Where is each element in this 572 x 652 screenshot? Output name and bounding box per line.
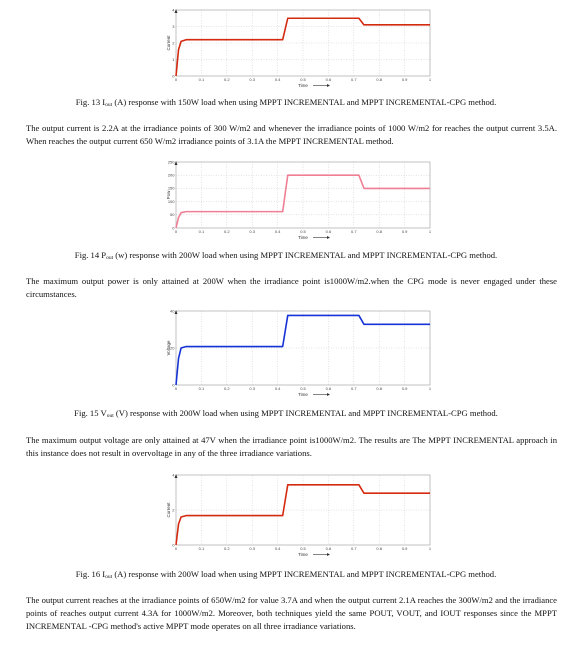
y-tick-label: 20 — [170, 345, 175, 351]
x-tick-label: 0.5 — [300, 386, 306, 391]
y-tick-label: 150 — [167, 185, 175, 191]
figure-14-plot — [166, 158, 432, 244]
figure-16-caption — [0, 569, 572, 580]
x-tick-label: 0.9 — [401, 546, 408, 551]
y-tick-label: 0 — [172, 73, 175, 79]
x-tick-label: 0.5 — [300, 77, 306, 82]
x-tick-label: 0.1 — [198, 546, 205, 551]
y-tick-label: 4 — [172, 472, 175, 478]
x-tick-label: 0.8 — [376, 77, 382, 82]
x-tick-label: 0.4 — [274, 386, 281, 391]
y-tick-label: 0 — [172, 382, 175, 388]
x-tick-label: 0.7 — [351, 386, 357, 391]
x-tick-label: 0.2 — [224, 77, 230, 82]
y-tick-label: 2 — [172, 40, 175, 46]
x-tick-label: 0.5 — [300, 546, 306, 551]
caption-prefix: Fig. 15 V — [74, 408, 107, 418]
figure-15-caption — [0, 408, 572, 419]
caption-subscript: out — [105, 574, 113, 580]
y-tick-label: 40 — [170, 308, 175, 314]
x-tick-label: 0.9 — [401, 229, 408, 234]
x-tick-label: 0.9 — [401, 386, 408, 391]
y-axis-label: Current — [166, 502, 171, 518]
x-tick-label: 0.9 — [401, 77, 408, 82]
x-tick-label: 0.6 — [325, 229, 332, 234]
x-tick-label: 1 — [428, 229, 432, 234]
x-tick-label: 0.2 — [224, 386, 230, 391]
x-tick-label: 1 — [428, 546, 432, 551]
y-tick-label: 4 — [172, 7, 175, 13]
x-tick-label: 0.3 — [249, 546, 255, 551]
figure-13-caption — [0, 97, 572, 108]
x-axis-label: Time — [298, 235, 308, 240]
y-tick-label: 50 — [170, 212, 175, 218]
x-tick-label: 0.1 — [198, 77, 205, 82]
x-tick-label: 0.2 — [224, 546, 230, 551]
x-tick-label: 0 — [174, 386, 178, 391]
x-axis-label: Time — [298, 83, 308, 88]
x-axis-arrow-head — [327, 236, 330, 239]
figure-16-paragraph: The output current reaches at the irradiance points of 650W/m2 for value 3.7A and when the output current 2.1A reaches the 300W/m2 and the irradiance points of reaches output current 4.3A for 1000W/m2. Moreover, both techniques yield the same POUT, VOUT, and IOUT responses since the MPPT INCREMENTAL -CPG method's active MPPT mode operates on all three irradiance variations. — [26, 595, 557, 631]
y-axis-label: Voltage — [166, 340, 171, 356]
x-tick-label: 0.7 — [351, 77, 357, 82]
figure-16-chart — [166, 471, 432, 561]
figure-15-plot — [166, 307, 432, 401]
x-tick-label: 0.7 — [351, 546, 357, 551]
x-tick-label: 1 — [428, 77, 432, 82]
caption-text: (A) response with 200W load when using MPPT INCREMENTAL and MPPT INCREMENTAL-CPG method. — [112, 569, 497, 579]
y-tick-label: 2 — [172, 507, 175, 513]
y-axis-label: Pow — [166, 190, 171, 200]
x-tick-label: 0.3 — [249, 386, 255, 391]
x-tick-label: 0 — [174, 77, 178, 82]
y-tick-label: 250 — [167, 159, 175, 165]
y-tick-label: 100 — [167, 198, 175, 204]
caption-prefix: Fig. 16 I — [75, 569, 106, 579]
figure-13-paragraph: The output current is 2.2A at the irradiance points of 300 W/m2 and whenever the irradiance points of 1000 W/m2 for reaches the output current 3.5A. When reaches the output current 650 W/m2 irradiance points of 3.1A the MPPT INCREMENTAL method. — [26, 123, 557, 146]
y-tick-label: 1 — [172, 56, 175, 62]
y-tick-label: 0 — [172, 542, 175, 548]
figure-14-caption — [0, 250, 572, 261]
x-tick-label: 1 — [428, 386, 432, 391]
caption-text: (w) response with 200W load when using MPPT INCREMENTAL and MPPT INCREMENTAL-CPG method. — [113, 250, 498, 260]
figure-16-plot — [166, 471, 432, 561]
caption-subscript: out — [105, 102, 113, 108]
figure-13-plot — [166, 6, 432, 92]
x-tick-label: 0.4 — [274, 546, 281, 551]
x-axis-arrow-head — [327, 84, 330, 87]
caption-prefix: Fig. 13 I — [75, 97, 106, 107]
x-tick-label: 0.8 — [376, 386, 382, 391]
caption-prefix: Fig. 14 P — [74, 250, 107, 260]
x-tick-label: 0.6 — [325, 77, 332, 82]
x-tick-label: 0.6 — [325, 386, 332, 391]
figure-15-paragraph: The maximum output voltage are only attained at 47V when the irradiance point is1000W/m2. The results are The MPPT INCREMENTAL approach in this instance does not result in overvoltage in any of the three irradiance variations. — [26, 435, 557, 458]
x-tick-label: 0.8 — [376, 546, 382, 551]
x-tick-label: 0 — [174, 229, 178, 234]
figure-14-paragraph: The maximum output power is only attained at 200W when the irradiance point is1000W/m2.when the CPG mode is never engaged under these circumstances. — [26, 276, 557, 299]
x-tick-label: 0.7 — [351, 229, 357, 234]
x-tick-label: 0.3 — [249, 229, 255, 234]
y-tick-label: 3 — [172, 23, 175, 29]
caption-text: (A) response with 150W load when using MPPT INCREMENTAL and MPPT INCREMENTAL-CPG method. — [112, 97, 497, 107]
x-tick-label: 0.8 — [376, 229, 382, 234]
x-tick-label: 0.2 — [224, 229, 230, 234]
y-tick-label: 200 — [167, 172, 175, 178]
figure-15-chart — [166, 307, 432, 401]
caption-subscript: out — [106, 255, 114, 261]
x-tick-label: 0.6 — [325, 546, 332, 551]
y-tick-label: 0 — [172, 225, 175, 231]
x-tick-label: 0.4 — [274, 229, 281, 234]
x-axis-arrow-head — [327, 393, 330, 396]
x-tick-label: 0.5 — [300, 229, 306, 234]
x-tick-label: 0 — [174, 546, 178, 551]
caption-subscript: out — [106, 413, 114, 419]
x-tick-label: 0.1 — [198, 229, 205, 234]
figure-13-chart — [166, 6, 432, 92]
x-axis-label: Time — [298, 392, 308, 397]
x-axis-label: Time — [298, 552, 308, 557]
x-tick-label: 0.1 — [198, 386, 205, 391]
figure-14-chart — [166, 158, 432, 244]
x-axis-arrow-head — [327, 553, 330, 556]
x-tick-label: 0.3 — [249, 77, 255, 82]
caption-text: (V) response with 200W load when using MPPT INCREMENTAL and MPPT INCREMENTAL-CPG method. — [113, 408, 498, 418]
x-tick-label: 0.4 — [274, 77, 281, 82]
y-axis-label: Current — [166, 35, 171, 51]
